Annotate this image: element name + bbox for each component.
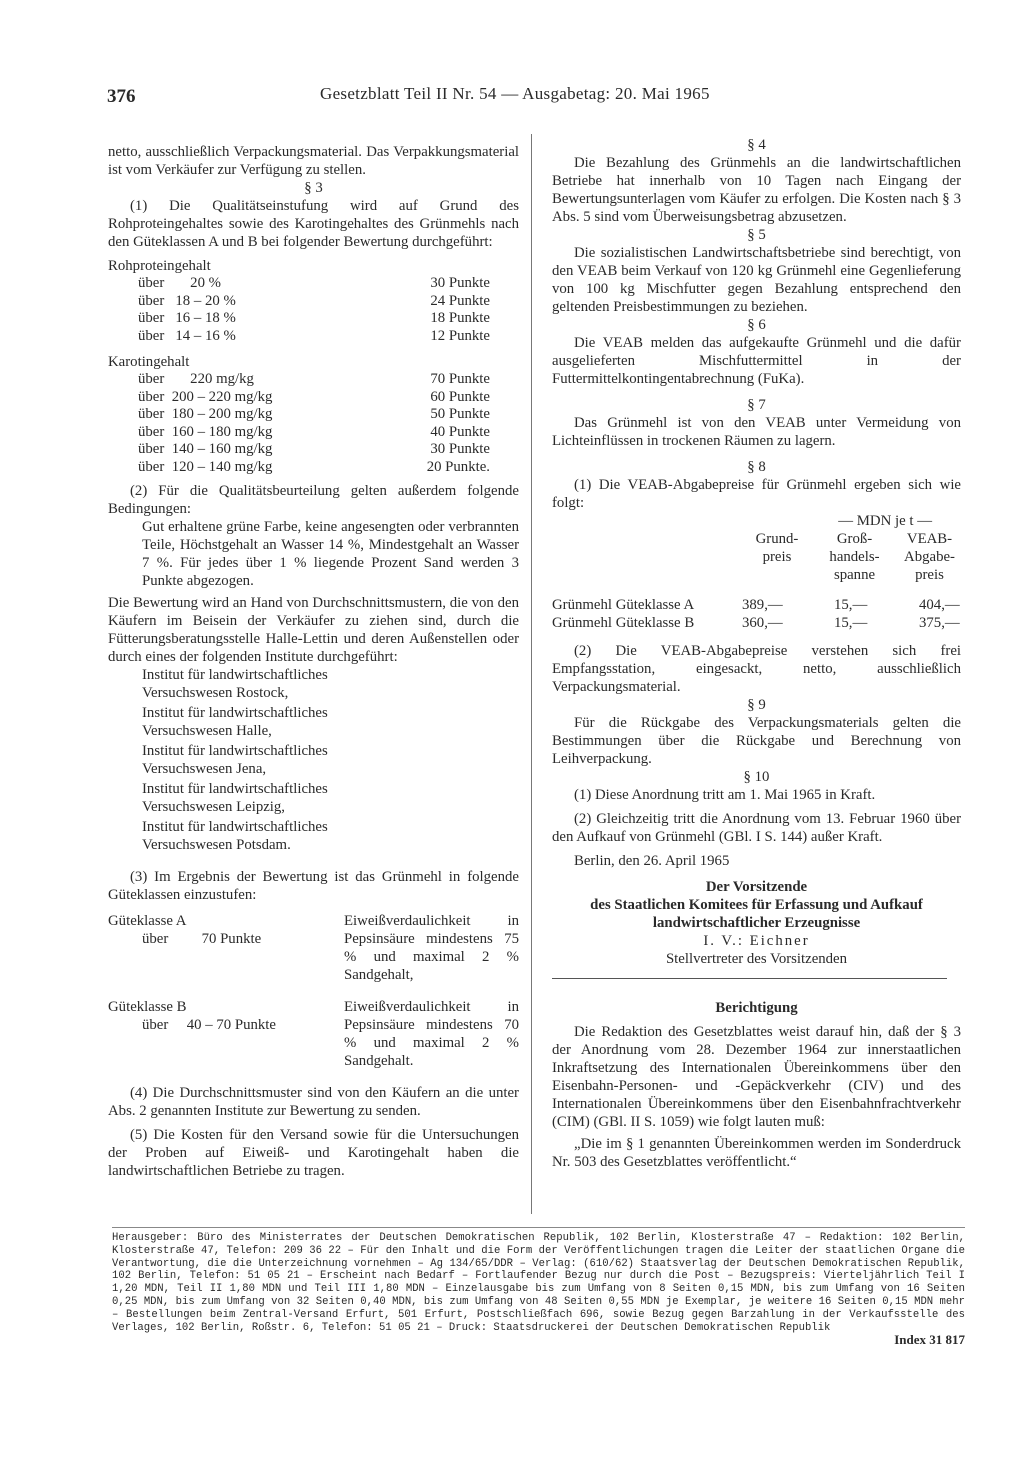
section-4-heading: § 4 xyxy=(747,137,766,153)
section-6-heading: § 6 xyxy=(747,317,766,333)
table-row: über 14 – 16 % 12 Punkte xyxy=(138,327,490,344)
section-8-para-2: (2) Die VEAB-Abgabepreise verstehen sich frei Empfangsstation, eingesackt, netto, ausschließlich Verpackungsmaterial. xyxy=(552,643,961,695)
institute-list xyxy=(108,666,382,854)
gueteklasse-a-requirements: Eiweißverdaulichkeit in Pepsinsäure mindestens 75 % und maximal 2 % Sandgehalt, xyxy=(344,913,519,983)
table-row: Grünmehl Güteklasse B 360,— 15,— 375,— xyxy=(552,615,960,631)
table-row: über 160 – 180 mg/kg 40 Punkte xyxy=(138,423,490,440)
signature-name: I. V.: Eichner xyxy=(703,933,810,949)
section-10-para-2: (2) Gleichzeitig tritt die Anordnung vom 13. Februar 1960 über den Aufkauf von Grünmehl (GBl. I S. 144) außer Kraft. xyxy=(552,811,961,845)
section-3-conditions: Gut erhaltene grüne Farbe, keine angesengten oder verbrannten Teile, Höchstgehalt an Wasser 14 %, Mindestgehalt an Wasser 7 %. Für jedes über 1 % liegende Prozent Sand werden 3 Punkte abgezogen. xyxy=(142,519,519,589)
table-row: über 180 – 200 mg/kg 50 Punkte xyxy=(138,406,490,422)
table-row: über 18 – 20 % 24 Punkte xyxy=(138,292,490,309)
karotin-table xyxy=(138,371,490,476)
table-row: über 120 – 140 mg/kg 20 Punkte. xyxy=(138,458,490,475)
berichtigung-heading: Berichtigung xyxy=(715,1000,798,1016)
section-5-para: Die sozialistischen Landwirtschaftsbetriebe sind berechtigt, von den VEAB beim Verkauf von 120 kg Grünmehl eine Gegenlieferung von 100 kg Mischfutter gegen Bezahlung entsprechend den geltenden Preisbestimmungen zu beziehen. xyxy=(552,245,961,315)
price-header-grund: Grund- preis xyxy=(755,531,799,565)
table-row: über 16 – 18 % 18 Punkte xyxy=(138,310,490,326)
table-row: über 220 mg/kg 70 Punkte xyxy=(138,371,490,387)
section-3-para-3: (3) Im Ergebnis der Bewertung ist das Grünmehl in folgende Güteklassen einzustufen: xyxy=(108,869,519,903)
gueteklassen-table xyxy=(108,912,519,1070)
section-8-heading: § 8 xyxy=(747,459,766,475)
price-table xyxy=(552,512,962,632)
imprint-text: Herausgeber: Büro des Ministerrates der Deutschen Demokratischen Republik, 102 Berlin, Klosterstraße 47 – Redaktion: 102 Berlin, Klosterstraße 47, Telefon: 209 36 22 – Für den Inhalt und die Form der Veröffentlichungen tragen die Leiter der staatlichen Organe die Verantwortung, die die Unterzeichnung vornehmen – Ag 134/65/DDR – Verlag: (610/62) Staatsverlag der Deutschen Demokratischen Republik, 102 Berlin, Telefon: 51 05 21 – Erscheint nach Bedarf – Fortlaufender Bezug nur durch die Post – Bezugspreis: Vierteljährlich Teil I 1,20 MDN, Teil II 1,80 MDN und Teil III 1,80 MDN – Einzelausgabe bis zum Umfang von 8 Seiten 0,15 MDN, bis zum Umfang von 16 Seiten 0,25 MDN, bis zum Umfang von 32 Seiten 0,40 MDN, bis zum Umfang von 48 Seiten 0,55 MDN je Exemplar, je weitere 16 Seiten 0,15 MDN mehr – Bestellungen beim Zentral-Versand Erfurt, 501 Erfurt, Postschließfach 696, sowie Bezug gegen Barzahlung in der Verkaufsstelle des Verlages, 102 Berlin, Roßstr. 6, Telefon: 51 05 21 – Druck: Staatsdruckerei der Deutschen Demokratischen Republik xyxy=(112,1232,965,1334)
index-number: Index 31 817 xyxy=(894,1332,965,1348)
section-3-para-4: (4) Die Durchschnittsmuster sind von den Käufern an die unter Abs. 2 genannten Institute zur Bewertung zu senden. xyxy=(108,1085,519,1119)
section-3-para-5: (5) Die Kosten für den Versand sowie für die Untersuchungen der Proben auf Eiweiß- und Karotingehalt haben die landwirtschaftlichen Betriebe zu tragen. xyxy=(108,1127,519,1179)
rohprotein-title: Rohproteingehalt xyxy=(108,258,211,274)
table-row: über 200 – 220 mg/kg 60 Punkte xyxy=(138,388,490,405)
right-column xyxy=(552,136,961,1171)
section-6-para: Die VEAB melden das aufgekaufte Grünmehl und die dafür ausgelieferten Mischfuttermittel in der Futtermittelkontingentabrechnung (FuKa). xyxy=(552,335,961,387)
rohprotein-table xyxy=(138,275,490,345)
price-unit: — MDN je t — xyxy=(838,513,932,529)
section-7-heading: § 7 xyxy=(747,397,766,413)
list-item: Institut für landwirtschaftliches Versuchswesen Jena, xyxy=(142,743,328,777)
imprint-footer xyxy=(112,1232,965,1347)
intro-paragraph: netto, ausschließlich Verpackungsmaterial. Das Verpakkungsmaterial ist vom Verkäufer zur Verfügung zu stellen. xyxy=(108,144,519,178)
list-item: Institut für landwirtschaftliches Versuchswesen Halle, xyxy=(142,705,328,739)
section-10-para-1: (1) Diese Anordnung tritt am 1. Mai 1965 in Kraft. xyxy=(574,787,876,803)
signature-role: Stellvertreter des Vorsitzenden xyxy=(665,951,848,967)
gueteklasse-b: Güteklasse B über 40 – 70 Punkte xyxy=(108,999,276,1033)
page-header-title: Gesetzblatt Teil II Nr. 54 — Ausgabetag: 20. Mai 1965 xyxy=(320,84,710,103)
section-10-heading: § 10 xyxy=(743,769,770,785)
section-9-para: Für die Rückgabe des Verpackungsmaterials gelten die Bestimmungen über die Rückgabe und Berechnung von Leihverpackung. xyxy=(552,715,961,767)
table-row: Grünmehl Güteklasse A 389,— 15,— 404,— xyxy=(552,597,960,613)
footer-divider xyxy=(112,1227,965,1228)
date-line: Berlin, den 26. April 1965 xyxy=(574,853,730,869)
price-header-abgabe: VEAB- Abgabe- preis xyxy=(904,531,955,583)
signature-title-2: des Staatlichen Komitees für Erfassung und Aufkauf xyxy=(590,897,923,913)
price-header-spanne: Groß- handels- spanne xyxy=(829,531,880,583)
left-column xyxy=(108,143,519,1180)
section-9-heading: § 9 xyxy=(747,697,766,713)
section-7-para: Das Grünmehl ist von den VEAB unter Vermeidung von Lichteinflüssen in trockenen Räumen zu lagern. xyxy=(552,415,961,449)
section-5-heading: § 5 xyxy=(747,227,766,243)
berichtigung-para: Die Redaktion des Gesetzblattes weist darauf hin, daß der § 3 der Anordnung vom 28. Dezember 1964 zur innerstaatlichen Inkraftsetzung des Internationalen Übereinkommens über den Eisenbahn-Personen- und -Gepäckverkehr (CIV) und des Internationalen Übereinkommens über den Eisenbahnfrachtverkehr (CIM) (GBl. II S. 1059) wie folgt lauten muß: xyxy=(552,1024,961,1130)
table-row: über 20 % 30 Punkte xyxy=(138,275,490,291)
list-item: Institut für landwirtschaftliches Versuchswesen Potsdam. xyxy=(142,819,328,853)
list-item: Institut für landwirtschaftliches Versuchswesen Leipzig, xyxy=(142,781,328,815)
column-divider xyxy=(531,134,532,1214)
section-3-para-2-cont: Die Bewertung wird an Hand von Durchschnittsmustern, die von den Käufern im Beisein der Verkäufer zu ziehen sind, durch die Fütterungsberatungsstelle Halle-Lettin und deren Außenstellen oder durch eines der folgenden Institute durchgeführt: xyxy=(108,595,519,665)
section-4-para: Die Bezahlung des Grünmehls an die landwirtschaftlichen Betriebe hat innerhalb von 10 Tagen nach Eingang der Bewertungsunterlagen vom Käufer zu erfolgen. Die Kosten nach § 3 Abs. 5 sind vom Überweisungsbetrag abzusetzen. xyxy=(552,155,961,225)
signature-title-3: landwirtschaftlicher Erzeugnisse xyxy=(652,915,861,931)
gueteklasse-a: Güteklasse A über 70 Punkte xyxy=(108,913,262,947)
section-8-para-1: (1) Die VEAB-Abgabepreise für Grünmehl ergeben sich wie folgt: xyxy=(552,477,961,511)
table-row: über 140 – 160 mg/kg 30 Punkte xyxy=(138,441,490,457)
list-item: Institut für landwirtschaftliches Versuchswesen Rostock, xyxy=(142,667,328,701)
signature-title-1: Der Vorsitzende xyxy=(705,879,808,895)
page-number: 376 xyxy=(107,86,136,107)
karotin-title: Karotingehalt xyxy=(108,354,190,370)
berichtigung-quote: „Die im § 1 genannten Übereinkommen werden im Sonderdruck Nr. 503 des Gesetzblattes veröffentlicht.“ xyxy=(552,1136,961,1170)
section-3-heading: § 3 xyxy=(304,180,323,196)
section-3-para-1: (1) Die Qualitätseinstufung wird auf Grund des Rohproteingehaltes sowie des Karotingehaltes des Grünmehls nach den Güteklassen A und B bei folgender Bewertung durchgeführt: xyxy=(108,198,519,250)
gueteklasse-b-requirements: Eiweißverdaulichkeit in Pepsinsäure mindestens 70 % und maximal 2 % Sandgehalt. xyxy=(344,999,519,1069)
section-separator xyxy=(552,978,947,979)
section-3-para-2: (2) Für die Qualitätsbeurteilung gelten außerdem folgende Bedingungen: xyxy=(108,483,519,517)
